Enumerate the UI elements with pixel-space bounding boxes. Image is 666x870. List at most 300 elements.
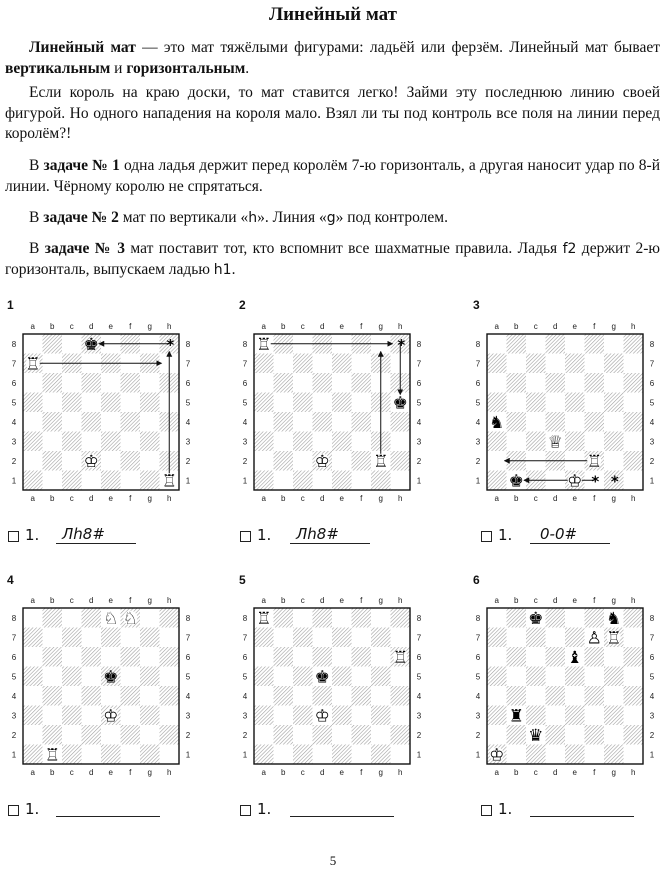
- board-square: [254, 432, 274, 452]
- board-square: [82, 432, 102, 452]
- rank-label: 7: [185, 359, 191, 369]
- board-square: [624, 432, 644, 452]
- board-square: [43, 334, 63, 354]
- board-square: [82, 393, 102, 413]
- board-square: [507, 647, 527, 667]
- file-label: c: [69, 322, 74, 331]
- rank-label: 4: [416, 417, 422, 427]
- board-square: [624, 373, 644, 393]
- board-square: [332, 628, 352, 648]
- board-square: [160, 647, 180, 667]
- chess-board: [3, 591, 191, 777]
- rank-label: 2: [185, 456, 191, 466]
- file-label: g: [378, 494, 383, 503]
- board-square: [274, 432, 294, 452]
- rank-label: 1: [11, 476, 17, 486]
- board-square: [23, 412, 43, 432]
- file-label: e: [572, 494, 577, 503]
- board-square: [293, 608, 313, 628]
- rank-label: 6: [185, 652, 191, 662]
- rank-label: 3: [185, 437, 191, 447]
- board-square: [332, 686, 352, 706]
- rank-label: 1: [185, 750, 191, 760]
- rank-label: 8: [416, 339, 422, 349]
- board-square: [565, 628, 585, 648]
- text-run: мат поставит тот, кто вспомнит все шахматные правила. Ладья: [124, 240, 563, 257]
- board-square: [352, 667, 372, 687]
- puzzle-number: 3: [473, 298, 480, 312]
- file-label: f: [129, 322, 132, 331]
- board-square: [140, 745, 160, 765]
- board-square: [254, 393, 274, 413]
- board-square: [352, 471, 372, 491]
- file-label: a: [494, 596, 499, 605]
- answer-checkbox[interactable]: [240, 805, 251, 816]
- board-square: [624, 471, 644, 491]
- board-square: [526, 686, 546, 706]
- rank-label: 2: [242, 456, 248, 466]
- board-square: [624, 725, 644, 745]
- rank-label: 4: [242, 691, 248, 701]
- file-label: h: [631, 768, 636, 777]
- board-square: [332, 354, 352, 374]
- board-square: [23, 628, 43, 648]
- answer-checkbox[interactable]: [240, 531, 251, 542]
- board-square: [254, 412, 274, 432]
- board-square: [121, 745, 141, 765]
- board-square: [140, 393, 160, 413]
- file-label: d: [89, 768, 94, 777]
- rank-label: 7: [11, 359, 17, 369]
- black-king-icon: ♚: [508, 471, 524, 492]
- rank-label: 1: [649, 476, 655, 486]
- rank-label: 3: [649, 437, 655, 447]
- file-label: g: [611, 322, 616, 331]
- board-square: [23, 432, 43, 452]
- board-square: [526, 667, 546, 687]
- rank-label: 3: [475, 711, 481, 721]
- board-square: [23, 706, 43, 726]
- board-square: [23, 745, 43, 765]
- board-square: [391, 412, 411, 432]
- file-label: g: [378, 322, 383, 331]
- board-square: [565, 745, 585, 765]
- board-square: [43, 608, 63, 628]
- board-square: [82, 471, 102, 491]
- board-square: [624, 667, 644, 687]
- answer-line[interactable]: [290, 800, 394, 817]
- file-label: f: [129, 596, 132, 605]
- board-square: [274, 647, 294, 667]
- board-square: [391, 667, 411, 687]
- board-square: [507, 334, 527, 354]
- board-square: [293, 725, 313, 745]
- file-label: f: [129, 768, 132, 777]
- board-square: [293, 354, 313, 374]
- rank-label: 7: [11, 633, 17, 643]
- board-square: [546, 373, 566, 393]
- board-square: [101, 725, 121, 745]
- board-square: [332, 706, 352, 726]
- board-square: [121, 667, 141, 687]
- white-rook-icon: ♖: [161, 471, 177, 492]
- board-square: [121, 393, 141, 413]
- bold-text: задаче № 2: [43, 209, 119, 226]
- board-square: [23, 647, 43, 667]
- board-square: [43, 471, 63, 491]
- board-square: [254, 471, 274, 491]
- file-label: d: [89, 322, 94, 331]
- board-square: [604, 667, 624, 687]
- board-square: [371, 628, 391, 648]
- file-label: c: [533, 596, 538, 605]
- board-square: [585, 686, 605, 706]
- file-label: c: [69, 596, 74, 605]
- rank-label: 3: [242, 437, 248, 447]
- answer-checkbox[interactable]: [481, 531, 492, 542]
- rank-label: 5: [416, 398, 422, 408]
- board-square: [62, 628, 82, 648]
- file-label: f: [360, 494, 363, 503]
- file-label: g: [611, 768, 616, 777]
- file-label: g: [147, 322, 152, 331]
- rank-label: 5: [242, 398, 248, 408]
- black-king-icon: ♚: [83, 334, 99, 355]
- file-label: c: [69, 768, 74, 777]
- board-square: [526, 745, 546, 765]
- rank-label: 6: [475, 652, 481, 662]
- board-square: [23, 373, 43, 393]
- board-square: [274, 354, 294, 374]
- text-run: мат по вертикали «: [118, 209, 249, 226]
- board-square: [101, 393, 121, 413]
- rank-label: 3: [11, 711, 17, 721]
- board-square: [62, 334, 82, 354]
- rank-label: 2: [416, 456, 422, 466]
- board-square: [293, 373, 313, 393]
- answer-text: 0-0#: [540, 525, 578, 543]
- rank-label: 2: [649, 456, 655, 466]
- board-square: [391, 706, 411, 726]
- file-label: e: [339, 596, 344, 605]
- chess-board: [234, 317, 422, 503]
- rank-label: 8: [11, 613, 17, 623]
- board-square: [313, 373, 333, 393]
- file-label: h: [167, 768, 172, 777]
- board-square: [140, 667, 160, 687]
- rank-label: 2: [11, 456, 17, 466]
- board-square: [604, 686, 624, 706]
- board-square: [604, 432, 624, 452]
- board-square: [160, 706, 180, 726]
- white-rook-icon: ♖: [44, 745, 60, 766]
- file-label: h: [631, 596, 636, 605]
- board-square: [121, 432, 141, 452]
- board-square: [82, 608, 102, 628]
- file-label: h: [398, 596, 403, 605]
- rank-label: 2: [649, 730, 655, 740]
- board-square: [254, 686, 274, 706]
- board-square: [352, 451, 372, 471]
- file-label: b: [514, 494, 519, 503]
- answer-move-number: 1.: [498, 526, 513, 544]
- board-square: [604, 745, 624, 765]
- board-square: [82, 706, 102, 726]
- answer-move-number: 1.: [257, 526, 272, 544]
- board-square: [526, 706, 546, 726]
- rank-label: 6: [242, 652, 248, 662]
- board-square: [274, 393, 294, 413]
- board-square: [43, 451, 63, 471]
- board-square: [507, 412, 527, 432]
- board-square: [332, 647, 352, 667]
- board-square: [101, 471, 121, 491]
- board-square: [391, 725, 411, 745]
- white-rook-icon: ♖: [392, 647, 408, 668]
- board-square: [391, 686, 411, 706]
- board-square: [332, 393, 352, 413]
- board-square: [585, 608, 605, 628]
- star-icon: *: [397, 335, 406, 354]
- file-label: g: [147, 768, 152, 777]
- rank-label: 2: [475, 456, 481, 466]
- board-square: [585, 745, 605, 765]
- board-square: [526, 432, 546, 452]
- rank-label: 8: [475, 613, 481, 623]
- answer-checkbox[interactable]: [481, 805, 492, 816]
- rank-label: 1: [475, 476, 481, 486]
- board-square: [487, 608, 507, 628]
- file-label: f: [593, 596, 596, 605]
- board-square: [101, 628, 121, 648]
- board-square: [43, 628, 63, 648]
- board-square: [565, 667, 585, 687]
- board-square: [101, 412, 121, 432]
- file-label: a: [30, 768, 35, 777]
- board-square: [313, 608, 333, 628]
- board-square: [507, 373, 527, 393]
- board-square: [624, 706, 644, 726]
- board-square: [293, 393, 313, 413]
- board-square: [332, 608, 352, 628]
- file-label: b: [281, 768, 286, 777]
- board-square: [565, 608, 585, 628]
- white-queen-icon: ♕: [547, 432, 563, 453]
- file-label: h: [398, 494, 403, 503]
- board-square: [391, 608, 411, 628]
- board-square: [487, 354, 507, 374]
- text-run: В: [29, 209, 44, 226]
- file-label: c: [69, 494, 74, 503]
- board-square: [565, 706, 585, 726]
- text-run: держит 2-ю горизонталь, выпускаем ладью: [5, 240, 660, 278]
- rank-label: 8: [185, 339, 191, 349]
- board-square: [140, 647, 160, 667]
- board-square: [23, 608, 43, 628]
- board-square: [352, 393, 372, 413]
- board-square: [371, 647, 391, 667]
- white-rook-icon: ♖: [373, 451, 389, 472]
- board-square: [101, 647, 121, 667]
- bold-text: Линейный мат: [29, 39, 136, 56]
- board-square: [313, 393, 333, 413]
- board-square: [352, 608, 372, 628]
- answer-line[interactable]: [56, 800, 160, 817]
- board-square: [293, 706, 313, 726]
- file-label: h: [398, 322, 403, 331]
- board-square: [274, 686, 294, 706]
- board-square: [313, 412, 333, 432]
- board-square: [62, 667, 82, 687]
- rank-label: 4: [475, 417, 481, 427]
- rank-label: 4: [11, 417, 17, 427]
- file-label: c: [533, 322, 538, 331]
- board-square: [604, 334, 624, 354]
- board-square: [371, 706, 391, 726]
- file-label: d: [89, 494, 94, 503]
- file-label: b: [514, 768, 519, 777]
- file-label: f: [360, 596, 363, 605]
- black-bishop-icon: ♝: [567, 647, 583, 668]
- file-label: f: [593, 322, 596, 331]
- chess-board: [467, 317, 655, 503]
- rank-label: 8: [649, 613, 655, 623]
- file-label: c: [300, 494, 305, 503]
- rank-label: 3: [416, 437, 422, 447]
- board-square: [293, 628, 313, 648]
- answer-line[interactable]: [530, 800, 634, 817]
- file-label: d: [320, 768, 325, 777]
- intro-paragraph: [5, 38, 660, 79]
- board-square: [62, 647, 82, 667]
- board-square: [23, 725, 43, 745]
- board-square: [624, 393, 644, 413]
- board-square: [585, 393, 605, 413]
- board-square: [352, 647, 372, 667]
- answer-checkbox[interactable]: [8, 531, 19, 542]
- board-square: [82, 667, 102, 687]
- rank-label: 2: [185, 730, 191, 740]
- rank-label: 2: [416, 730, 422, 740]
- answer-checkbox[interactable]: [8, 805, 19, 816]
- rank-label: 4: [649, 417, 655, 427]
- file-label: a: [494, 768, 499, 777]
- board-square: [507, 628, 527, 648]
- rank-label: 2: [475, 730, 481, 740]
- board-square: [391, 451, 411, 471]
- board-square: [371, 686, 391, 706]
- board-square: [43, 686, 63, 706]
- board-square: [23, 667, 43, 687]
- board-square: [546, 745, 566, 765]
- chess-board: [3, 317, 191, 503]
- puzzle-number: 2: [239, 298, 246, 312]
- rank-label: 7: [242, 633, 248, 643]
- board-square: [585, 667, 605, 687]
- rank-label: 4: [11, 691, 17, 701]
- file-label: e: [572, 768, 577, 777]
- file-label: e: [339, 768, 344, 777]
- board-square: [624, 647, 644, 667]
- board-square: [624, 608, 644, 628]
- file-label: d: [320, 596, 325, 605]
- black-king-icon: ♚: [528, 608, 544, 629]
- file-label: c: [300, 322, 305, 331]
- white-rook-icon: ♖: [25, 354, 41, 375]
- board-square: [293, 667, 313, 687]
- board-square: [604, 451, 624, 471]
- board-square: [160, 686, 180, 706]
- answer-text: Лh8#: [62, 525, 105, 543]
- board-square: [507, 667, 527, 687]
- board-square: [121, 451, 141, 471]
- board-square: [604, 354, 624, 374]
- file-label: h: [167, 322, 172, 331]
- rank-label: 1: [11, 750, 17, 760]
- answer-move-number: 1.: [25, 800, 40, 818]
- edge-king-paragraph: [5, 83, 660, 145]
- board-square: [274, 667, 294, 687]
- rank-label: 2: [11, 730, 17, 740]
- rank-label: 7: [242, 359, 248, 369]
- board-square: [332, 432, 352, 452]
- board-square: [274, 412, 294, 432]
- board-square: [62, 706, 82, 726]
- rank-label: 2: [242, 730, 248, 740]
- board-square: [293, 432, 313, 452]
- rank-label: 4: [185, 417, 191, 427]
- white-king-icon: ♔: [489, 745, 505, 766]
- text-run: В: [29, 240, 45, 257]
- board-square: [546, 647, 566, 667]
- board-square: [585, 373, 605, 393]
- board-square: [23, 686, 43, 706]
- board-square: [140, 686, 160, 706]
- board-square: [140, 432, 160, 452]
- board-square: [565, 354, 585, 374]
- file-label: g: [378, 596, 383, 605]
- board-square: [546, 706, 566, 726]
- rank-label: 1: [185, 476, 191, 486]
- board-square: [140, 725, 160, 745]
- file-label: h: [167, 494, 172, 503]
- board-square: [487, 393, 507, 413]
- board-square: [352, 373, 372, 393]
- board-square: [585, 334, 605, 354]
- star-icon: *: [591, 472, 600, 491]
- board-square: [313, 354, 333, 374]
- board-square: [274, 451, 294, 471]
- board-square: [43, 706, 63, 726]
- file-label: a: [261, 596, 266, 605]
- board-square: [313, 471, 333, 491]
- board-square: [140, 373, 160, 393]
- board-square: [507, 725, 527, 745]
- rank-label: 3: [242, 711, 248, 721]
- board-square: [507, 393, 527, 413]
- board-square: [624, 451, 644, 471]
- board-square: [487, 647, 507, 667]
- black-king-icon: ♚: [314, 667, 330, 688]
- board-square: [23, 334, 43, 354]
- board-square: [391, 432, 411, 452]
- handwritten-text: g: [326, 210, 336, 226]
- file-label: b: [50, 494, 55, 503]
- board-square: [101, 432, 121, 452]
- board-square: [254, 667, 274, 687]
- rank-label: 5: [475, 398, 481, 408]
- file-label: g: [611, 596, 616, 605]
